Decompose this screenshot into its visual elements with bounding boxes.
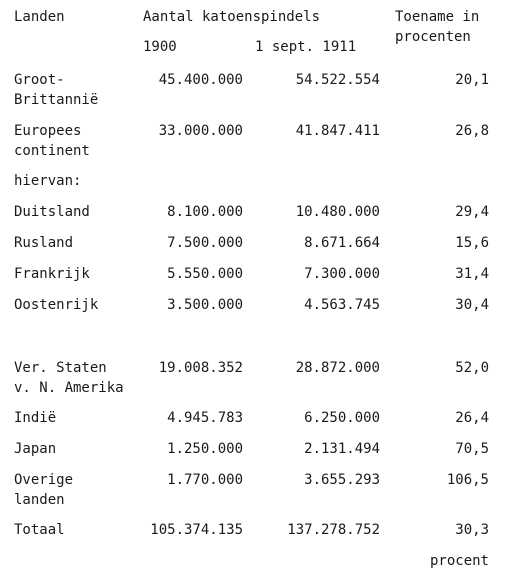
row-1900: 19.008.352 [158,360,243,376]
row-1911: 4.563.745 [304,297,380,313]
header-toename: Toename in procenten [395,9,480,45]
row-1900: 8.100.000 [167,204,243,220]
row-toename: 26,8 [455,123,489,139]
row-toename: 15,6 [455,235,489,251]
row-1900: 4.945.783 [167,410,243,426]
row-land: hiervan: [14,173,82,189]
row-1900: 1.770.000 [167,472,243,488]
header-1900: 1900 [143,39,177,55]
row-1911: 3.655.293 [304,472,380,488]
row-toename: 26,4 [455,410,489,426]
row-1911: 2.131.494 [304,441,380,457]
row-land: Indië [14,410,57,426]
row-land: Groot- Brittannië [14,72,99,108]
row-1911: 28.872.000 [295,360,380,376]
row-toename: 30,3 [455,522,489,538]
row-land: Duitsland [14,204,90,220]
row-1900: 105.374.135 [150,522,243,538]
row-land: Ver. Staten v. N. Amerika [14,360,124,396]
row-1911: 54.522.554 [295,72,380,88]
row-land: Rusland [14,235,74,251]
row-land: Overige landen [14,472,74,508]
row-land: Frankrijk [14,266,90,282]
row-toename: 20,1 [455,72,489,88]
row-1911: 7.300.000 [304,266,380,282]
row-1900: 1.250.000 [167,441,243,457]
row-toename: 31,4 [455,266,489,282]
header-landen: Landen [14,9,65,25]
row-1900: 45.400.000 [158,72,243,88]
row-land: Oostenrijk [14,297,99,313]
row-1911: 10.480.000 [295,204,380,220]
row-toename: 30,4 [455,297,489,313]
row-toename: 70,5 [455,441,489,457]
row-toename: 52,0 [455,360,489,376]
row-1911: 137.278.752 [287,522,380,538]
row-toename: 29,4 [455,204,489,220]
row-1911: 41.847.411 [295,123,380,139]
row-land: Totaal [14,522,65,538]
header-katoenspindels: Aantal katoenspindels [143,9,321,25]
row-1900: 7.500.000 [167,235,243,251]
row-1911: 8.671.664 [304,235,380,251]
row-1900: 5.550.000 [167,266,243,282]
row-land: Europees continent [14,123,90,159]
header-1911: 1 sept. 1911 [255,39,357,55]
unit-label: procent [429,553,489,569]
row-1900: 33.000.000 [158,123,243,139]
row-1900: 3.500.000 [167,297,243,313]
row-1911: 6.250.000 [304,410,380,426]
row-toename: 106,5 [446,472,489,488]
row-land: Japan [14,441,57,457]
